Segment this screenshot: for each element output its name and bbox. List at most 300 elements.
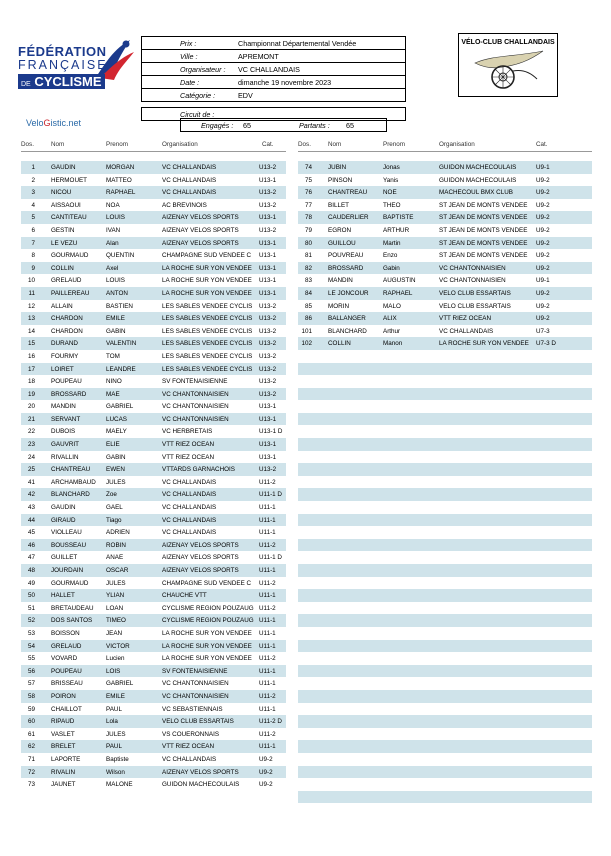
rider-prenom: IVAN bbox=[106, 226, 121, 234]
table-row bbox=[21, 312, 286, 325]
rider-nom: POIRON bbox=[51, 692, 76, 700]
rider-dos: 59 bbox=[27, 705, 35, 713]
rider-prenom: LEANDRE bbox=[106, 365, 136, 373]
rider-cat: U13-1 bbox=[259, 277, 277, 285]
riders-table-right bbox=[298, 139, 592, 803]
rider-cat: U11-1 bbox=[259, 667, 276, 675]
rider-nom: RIVALIN bbox=[51, 768, 76, 776]
rider-dos: 8 bbox=[31, 252, 35, 260]
ville-value: APREMONT bbox=[238, 52, 279, 61]
rider-cat: U13-1 bbox=[259, 176, 277, 184]
rider-cat: U13-1 bbox=[259, 239, 277, 247]
table-row bbox=[21, 337, 286, 350]
rider-organisation: VTT RIEZ OCEAN bbox=[439, 315, 492, 323]
rider-dos: 102 bbox=[301, 340, 312, 348]
table-row bbox=[298, 312, 592, 325]
rider-prenom: ANAE bbox=[106, 554, 124, 562]
rider-dos: 51 bbox=[27, 604, 35, 612]
rider-nom: BROSSARD bbox=[328, 264, 364, 272]
empty-row bbox=[298, 715, 592, 728]
rider-nom: GUILLOU bbox=[328, 239, 356, 247]
rider-prenom: Tiago bbox=[106, 516, 122, 524]
rider-dos: 73 bbox=[27, 781, 35, 789]
rider-nom: RIVALLIN bbox=[51, 453, 79, 461]
rider-organisation: AIZENAY VELOS SPORTS bbox=[162, 567, 239, 574]
rider-nom: JOURDAIN bbox=[51, 567, 84, 574]
rider-cat: U13-2 bbox=[259, 390, 277, 398]
rider-nom: CANTITEAU bbox=[51, 214, 87, 222]
club-logo-title: VÉLO-CLUB CHALLANDAIS bbox=[461, 39, 555, 46]
rider-nom: BRELET bbox=[51, 743, 76, 751]
circuit-row: Circuit de : bbox=[141, 107, 406, 121]
rider-organisation: VC CHANTONNAISIEN bbox=[162, 390, 229, 398]
rider-prenom: GABRIEL bbox=[106, 680, 134, 688]
table-row bbox=[298, 211, 592, 224]
rider-cat: U13-1 bbox=[259, 441, 277, 449]
empty-row bbox=[298, 665, 592, 678]
rider-nom: COLLIN bbox=[51, 264, 74, 272]
rider-dos: 57 bbox=[27, 680, 35, 688]
table-row bbox=[21, 627, 286, 640]
riders-table-left bbox=[21, 139, 286, 791]
table-row bbox=[21, 614, 286, 627]
rider-organisation: AIZENAY VELOS SPORTS bbox=[162, 226, 239, 234]
rider-dos: 54 bbox=[27, 642, 35, 650]
rider-nom: MORIN bbox=[328, 302, 349, 310]
empty-row bbox=[298, 589, 592, 602]
partants-count: 65 bbox=[346, 121, 354, 130]
table-row bbox=[298, 262, 592, 275]
rider-cat: U13-2 bbox=[259, 466, 277, 474]
rider-nom: MANDIN bbox=[328, 277, 353, 285]
rider-nom: JAUNET bbox=[51, 781, 76, 789]
table-row bbox=[21, 728, 286, 741]
rider-organisation: VC SEBASTIENNAIS bbox=[162, 705, 223, 713]
table-row bbox=[21, 237, 286, 250]
rider-cat: U9-2 bbox=[259, 768, 273, 776]
rider-dos: 22 bbox=[27, 428, 35, 436]
rider-dos: 45 bbox=[27, 529, 35, 537]
rider-dos: 25 bbox=[27, 466, 35, 474]
rider-prenom: Axel bbox=[106, 264, 119, 272]
rider-prenom: BAPTISTE bbox=[383, 214, 414, 222]
engages-count: 65 bbox=[243, 121, 251, 130]
rider-prenom: JULES bbox=[106, 579, 126, 587]
rider-cat: U11-2 bbox=[259, 541, 276, 549]
rider-nom: LE JONCOUR bbox=[328, 289, 369, 297]
rider-dos: 11 bbox=[28, 289, 35, 297]
rider-nom: BOISSON bbox=[51, 629, 80, 637]
table-row bbox=[21, 665, 286, 678]
rider-prenom: MAELY bbox=[106, 428, 127, 436]
rider-dos: 15 bbox=[27, 340, 35, 348]
rider-prenom: Martin bbox=[383, 239, 401, 247]
rider-nom: COLLIN bbox=[328, 340, 351, 348]
empty-row bbox=[298, 539, 592, 552]
rider-prenom: GAEL bbox=[106, 504, 123, 512]
rider-nom: BROSSARD bbox=[51, 390, 87, 398]
rider-dos: 56 bbox=[27, 667, 35, 675]
rider-organisation: LES SABLES VENDEE CYCLIS bbox=[162, 315, 253, 323]
rider-nom: GAUVRIT bbox=[51, 441, 79, 449]
rider-prenom: NOA bbox=[106, 201, 120, 209]
rider-cat: U9-2 bbox=[536, 239, 550, 247]
empty-row bbox=[298, 413, 592, 426]
table-row bbox=[298, 224, 592, 237]
rider-cat: U7-3 bbox=[536, 327, 550, 335]
rider-cat: U11-1 D bbox=[259, 491, 282, 499]
empty-row bbox=[298, 602, 592, 615]
rider-nom: FOURMY bbox=[51, 352, 79, 360]
rider-dos: 3 bbox=[31, 189, 35, 197]
ffc-line3: DE CYCLISME bbox=[18, 74, 105, 89]
rider-nom: VOVARD bbox=[51, 655, 78, 663]
table-row bbox=[21, 703, 286, 716]
rider-dos: 81 bbox=[304, 252, 312, 260]
rider-nom: BRETAUDEAU bbox=[51, 604, 94, 612]
rider-organisation: VELO CLUB ESSARTAIS bbox=[439, 302, 511, 310]
table-row bbox=[21, 740, 286, 753]
empty-row bbox=[298, 703, 592, 716]
rider-prenom: JULES bbox=[106, 730, 126, 738]
rider-prenom: TIMEO bbox=[106, 617, 126, 625]
rider-prenom: Lola bbox=[106, 718, 118, 726]
rider-dos: 18 bbox=[27, 378, 35, 386]
rider-organisation: AIZENAY VELOS SPORTS bbox=[162, 768, 239, 776]
table-row bbox=[21, 526, 286, 539]
rider-prenom: OSCAR bbox=[106, 567, 129, 574]
rider-nom: CHANTREAU bbox=[51, 466, 91, 474]
rider-prenom: GABRIEL bbox=[106, 403, 134, 411]
rider-nom: ALLAIN bbox=[51, 302, 73, 310]
rider-organisation: LA ROCHE SUR YON VENDEE bbox=[162, 277, 252, 285]
rider-cat: U13-2 bbox=[259, 226, 277, 234]
rider-nom: ARCHAMBAUD bbox=[51, 478, 96, 486]
rider-nom: VIOLLEAU bbox=[51, 529, 82, 537]
empty-row bbox=[298, 564, 592, 577]
rider-organisation: CHAUCHE VTT bbox=[162, 592, 207, 600]
table-row bbox=[298, 337, 592, 350]
empty-row bbox=[298, 677, 592, 690]
rider-cat: U9-2 bbox=[259, 781, 273, 789]
empty-row bbox=[298, 577, 592, 590]
rider-organisation: SV FONTENAISIENNE bbox=[162, 667, 228, 675]
table-row bbox=[21, 425, 286, 438]
empty-row bbox=[298, 425, 592, 438]
empty-row bbox=[298, 627, 592, 640]
rider-nom: BLANCHARD bbox=[328, 327, 367, 335]
rider-organisation: VC CHALLANDAIS bbox=[439, 327, 494, 335]
rider-organisation: ST JEAN DE MONTS VENDEE bbox=[439, 252, 528, 260]
rider-cat: U13-1 bbox=[259, 403, 277, 411]
rider-nom: CHANTREAU bbox=[328, 189, 368, 197]
empty-row bbox=[298, 791, 592, 804]
rider-cat: U9-2 bbox=[536, 302, 550, 310]
table-row bbox=[298, 274, 592, 287]
rider-prenom: QUENTIN bbox=[106, 252, 135, 260]
rider-nom: DUBOIS bbox=[51, 428, 76, 436]
table-row bbox=[21, 325, 286, 338]
table-row bbox=[21, 677, 286, 690]
engages-partants-box: Engagés : 65 Partants : 65 bbox=[180, 118, 387, 132]
empty-row bbox=[298, 640, 592, 653]
empty-row bbox=[298, 463, 592, 476]
rider-prenom: VICTOR bbox=[106, 642, 130, 650]
rider-prenom: GABIN bbox=[106, 327, 126, 335]
race-info-box bbox=[141, 36, 406, 121]
rider-dos: 75 bbox=[304, 176, 312, 184]
rider-prenom: Yanis bbox=[383, 176, 399, 184]
table-row bbox=[298, 249, 592, 262]
rider-cat: U11-1 bbox=[259, 529, 276, 537]
table-row bbox=[21, 514, 286, 527]
rider-nom: LAPORTE bbox=[51, 755, 81, 763]
rider-cat: U9-2 bbox=[536, 264, 550, 272]
ffc-logo bbox=[18, 36, 136, 96]
table-row bbox=[21, 463, 286, 476]
rider-prenom: EWEN bbox=[106, 466, 125, 474]
table-row bbox=[21, 753, 286, 766]
date-value: dimanche 19 novembre 2023 bbox=[238, 78, 332, 87]
rider-organisation: LES SABLES VENDEE CYCLIS bbox=[162, 302, 253, 310]
rider-prenom: RAPHAEL bbox=[383, 289, 413, 297]
rider-cat: U11-1 bbox=[259, 743, 276, 751]
rider-cat: U13-2 bbox=[259, 189, 277, 197]
rider-cat: U11-2 bbox=[259, 692, 276, 700]
rider-dos: 4 bbox=[31, 201, 35, 209]
table-row bbox=[21, 400, 286, 413]
rider-dos: 61 bbox=[27, 730, 35, 738]
empty-row bbox=[298, 438, 592, 451]
table-row bbox=[21, 161, 286, 174]
rider-prenom: NINO bbox=[106, 378, 122, 386]
rider-dos: 16 bbox=[27, 352, 35, 360]
rider-prenom: ANTON bbox=[106, 289, 128, 297]
rider-prenom: VALENTIN bbox=[106, 340, 137, 348]
rider-dos: 76 bbox=[304, 189, 312, 197]
rider-organisation: MACHECOUL BMX CLUB bbox=[439, 189, 513, 197]
rider-dos: 78 bbox=[304, 214, 312, 222]
empty-row bbox=[298, 690, 592, 703]
rider-organisation: VC CHALLANDAIS bbox=[162, 164, 217, 171]
rider-prenom: LOUIS bbox=[106, 214, 125, 222]
empty-row bbox=[298, 551, 592, 564]
rider-dos: 58 bbox=[27, 692, 35, 700]
organisateur-value: VC CHALLANDAIS bbox=[238, 65, 300, 74]
rider-prenom: ARTHUR bbox=[383, 226, 410, 234]
rider-cat: U13-2 bbox=[259, 302, 277, 310]
rider-prenom: BASTIEN bbox=[106, 302, 133, 310]
rider-organisation: AIZENAY VELOS SPORTS bbox=[162, 239, 239, 247]
rider-dos: 84 bbox=[304, 289, 312, 297]
rider-cat: U7-3 D bbox=[536, 340, 556, 348]
rider-nom: BILLET bbox=[328, 201, 349, 209]
rider-dos: 46 bbox=[27, 541, 35, 549]
prix-row: Prix : Championnat Départemental Vendée bbox=[141, 36, 406, 50]
table-row bbox=[21, 388, 286, 401]
table-row bbox=[21, 577, 286, 590]
rider-organisation: LES SABLES VENDEE CYCLIS bbox=[162, 340, 253, 348]
rider-organisation: AC BREVINOIS bbox=[162, 201, 207, 209]
table-row bbox=[21, 539, 286, 552]
rider-dos: 49 bbox=[27, 579, 35, 587]
rider-cat: U13-1 bbox=[259, 252, 277, 260]
rider-dos: 20 bbox=[27, 403, 35, 411]
rider-cat: U9-2 bbox=[536, 315, 550, 323]
rider-prenom: EMILE bbox=[106, 692, 125, 700]
rider-dos: 80 bbox=[304, 239, 312, 247]
table-row bbox=[298, 174, 592, 187]
empty-row bbox=[298, 400, 592, 413]
categorie-row: Catégorie : EDV bbox=[141, 89, 406, 102]
rider-organisation: LA ROCHE SUR YON VENDEE bbox=[162, 655, 252, 663]
table-row bbox=[21, 375, 286, 388]
rider-prenom: JEAN bbox=[106, 629, 123, 637]
rider-cat: U13-2 bbox=[259, 378, 277, 386]
empty-row bbox=[298, 778, 592, 791]
rider-cat: U11-1 bbox=[259, 642, 276, 650]
table-row bbox=[21, 564, 286, 577]
empty-row bbox=[298, 476, 592, 489]
rider-organisation: LA ROCHE SUR YON VENDEE bbox=[439, 340, 529, 348]
rider-nom: CHARDON bbox=[51, 315, 83, 323]
rider-dos: 48 bbox=[27, 567, 35, 574]
rider-dos: 72 bbox=[27, 768, 35, 776]
rider-dos: 2 bbox=[31, 176, 35, 184]
table-row bbox=[21, 249, 286, 262]
rider-nom: BRISSEAU bbox=[51, 680, 83, 688]
organisateur-row: Organisateur : VC CHALLANDAIS bbox=[141, 63, 406, 76]
rider-prenom: AUGUSTIN bbox=[383, 277, 416, 285]
rider-organisation: ST JEAN DE MONTS VENDEE bbox=[439, 239, 528, 247]
rider-prenom: JULES bbox=[106, 478, 126, 486]
rider-dos: 19 bbox=[27, 390, 35, 398]
table-row bbox=[298, 199, 592, 212]
rider-nom: CAUDERLIER bbox=[328, 214, 369, 222]
table-row bbox=[21, 224, 286, 237]
rider-cat: U13-1 bbox=[259, 415, 277, 423]
table-row bbox=[21, 211, 286, 224]
rider-dos: 6 bbox=[31, 226, 35, 234]
rider-organisation: VS COUERONNAIS bbox=[162, 730, 220, 738]
rider-prenom: Gabin bbox=[383, 264, 400, 272]
table-row bbox=[21, 652, 286, 665]
rider-cat: U11-1 bbox=[259, 516, 276, 524]
rider-dos: 24 bbox=[27, 453, 35, 461]
prix-value: Championnat Départemental Vendée bbox=[238, 39, 357, 48]
rider-organisation: VTT RIEZ OCEAN bbox=[162, 441, 215, 449]
rider-organisation: VELO CLUB ESSARTAIS bbox=[439, 289, 511, 297]
table-row bbox=[21, 350, 286, 363]
rider-organisation: LA ROCHE SUR YON VENDEE bbox=[162, 642, 252, 650]
rider-organisation: VC CHANTONNAISIEN bbox=[162, 403, 229, 411]
rider-nom: RIPAUD bbox=[51, 718, 75, 726]
rider-organisation: VC HERBRETAIS bbox=[162, 428, 213, 436]
rider-prenom: Alan bbox=[106, 239, 119, 247]
bicycle-bird-icon bbox=[473, 49, 545, 91]
empty-row bbox=[298, 514, 592, 527]
rider-organisation: VC CHALLANDAIS bbox=[162, 529, 217, 537]
rider-cat: U9-2 bbox=[536, 252, 550, 260]
rider-organisation: CHAMPAGNE SUD VENDEE C bbox=[162, 252, 252, 260]
rider-nom: SERVANT bbox=[51, 415, 81, 423]
rider-dos: 62 bbox=[27, 743, 35, 751]
table-row bbox=[298, 237, 592, 250]
rider-nom: DURAND bbox=[51, 340, 78, 348]
rider-organisation: VC CHALLANDAIS bbox=[162, 478, 217, 486]
rider-nom: DOS SANTOS bbox=[51, 617, 93, 625]
rider-cat: U13-2 bbox=[259, 201, 277, 209]
rider-organisation: VC CHALLANDAIS bbox=[162, 755, 217, 763]
rider-nom: BOUSSEAU bbox=[51, 541, 86, 549]
rider-cat: U13-1 bbox=[259, 264, 277, 272]
rider-nom: GESTIN bbox=[51, 226, 75, 234]
rider-prenom: Lucien bbox=[106, 655, 125, 663]
rider-dos: 9 bbox=[31, 264, 35, 272]
rider-prenom: Enzo bbox=[383, 252, 398, 260]
table-row bbox=[21, 715, 286, 728]
table-row bbox=[21, 186, 286, 199]
rider-organisation: VC CHALLANDAIS bbox=[162, 491, 217, 499]
rider-organisation: CYCLISME REGION POUZAUG bbox=[162, 617, 254, 625]
ville-row: Ville : APREMONT bbox=[141, 50, 406, 63]
rider-cat: U11-2 bbox=[259, 730, 276, 738]
rider-dos: 7 bbox=[31, 239, 35, 247]
rider-dos: 50 bbox=[27, 592, 35, 600]
rider-prenom: PAUL bbox=[106, 705, 122, 713]
empty-row bbox=[298, 501, 592, 514]
rider-cat: U11-1 bbox=[259, 504, 276, 512]
table-row bbox=[21, 589, 286, 602]
rider-dos: 86 bbox=[304, 315, 312, 323]
rider-organisation: VTT RIEZ OCEAN bbox=[162, 453, 215, 461]
rider-dos: 74 bbox=[304, 164, 312, 171]
rider-cat: U11-1 D bbox=[259, 554, 282, 562]
rider-organisation: LES SABLES VENDEE CYCLIS bbox=[162, 365, 253, 373]
rider-cat: U11-2 bbox=[259, 604, 276, 612]
rider-nom: PINSON bbox=[328, 176, 353, 184]
rider-cat: U13-2 bbox=[259, 164, 277, 171]
rider-organisation: LA ROCHE SUR YON VENDEE bbox=[162, 629, 252, 637]
rider-organisation: VELO CLUB ESSARTAIS bbox=[162, 718, 234, 726]
rider-dos: 12 bbox=[27, 302, 35, 310]
table-row bbox=[21, 488, 286, 501]
rider-nom: BALLANGER bbox=[328, 315, 366, 323]
rider-prenom: Wilson bbox=[106, 768, 125, 776]
rider-prenom: MAE bbox=[106, 390, 120, 398]
rider-prenom: Baptiste bbox=[106, 755, 129, 763]
rider-nom: BLANCHARD bbox=[51, 491, 90, 499]
rider-cat: U11-1 bbox=[259, 629, 276, 637]
rider-cat: U11-2 bbox=[259, 478, 276, 486]
rider-cat: U13-2 bbox=[259, 340, 277, 348]
veloglistic-site[interactable]: VeloGistic.net bbox=[26, 118, 82, 128]
rider-prenom: ALIX bbox=[383, 315, 397, 323]
rider-dos: 79 bbox=[304, 226, 312, 234]
table-row bbox=[21, 199, 286, 212]
empty-row bbox=[298, 363, 592, 376]
empty-row bbox=[298, 350, 592, 363]
rider-organisation: VC CHANTONNAISIEN bbox=[439, 277, 506, 285]
rider-cat: U11-1 bbox=[259, 705, 276, 713]
rider-nom: POUVREAU bbox=[328, 252, 364, 260]
rider-cat: U9-1 bbox=[536, 164, 550, 171]
rider-dos: 21 bbox=[27, 415, 35, 423]
rider-organisation: VC CHALLANDAIS bbox=[162, 176, 217, 184]
table-header: Dos. Nom Prenom Organisation Cat. bbox=[298, 139, 592, 152]
rider-organisation: AIZENAY VELOS SPORTS bbox=[162, 541, 239, 549]
rider-organisation: VTTARDS GARNACHOIS bbox=[162, 466, 236, 474]
